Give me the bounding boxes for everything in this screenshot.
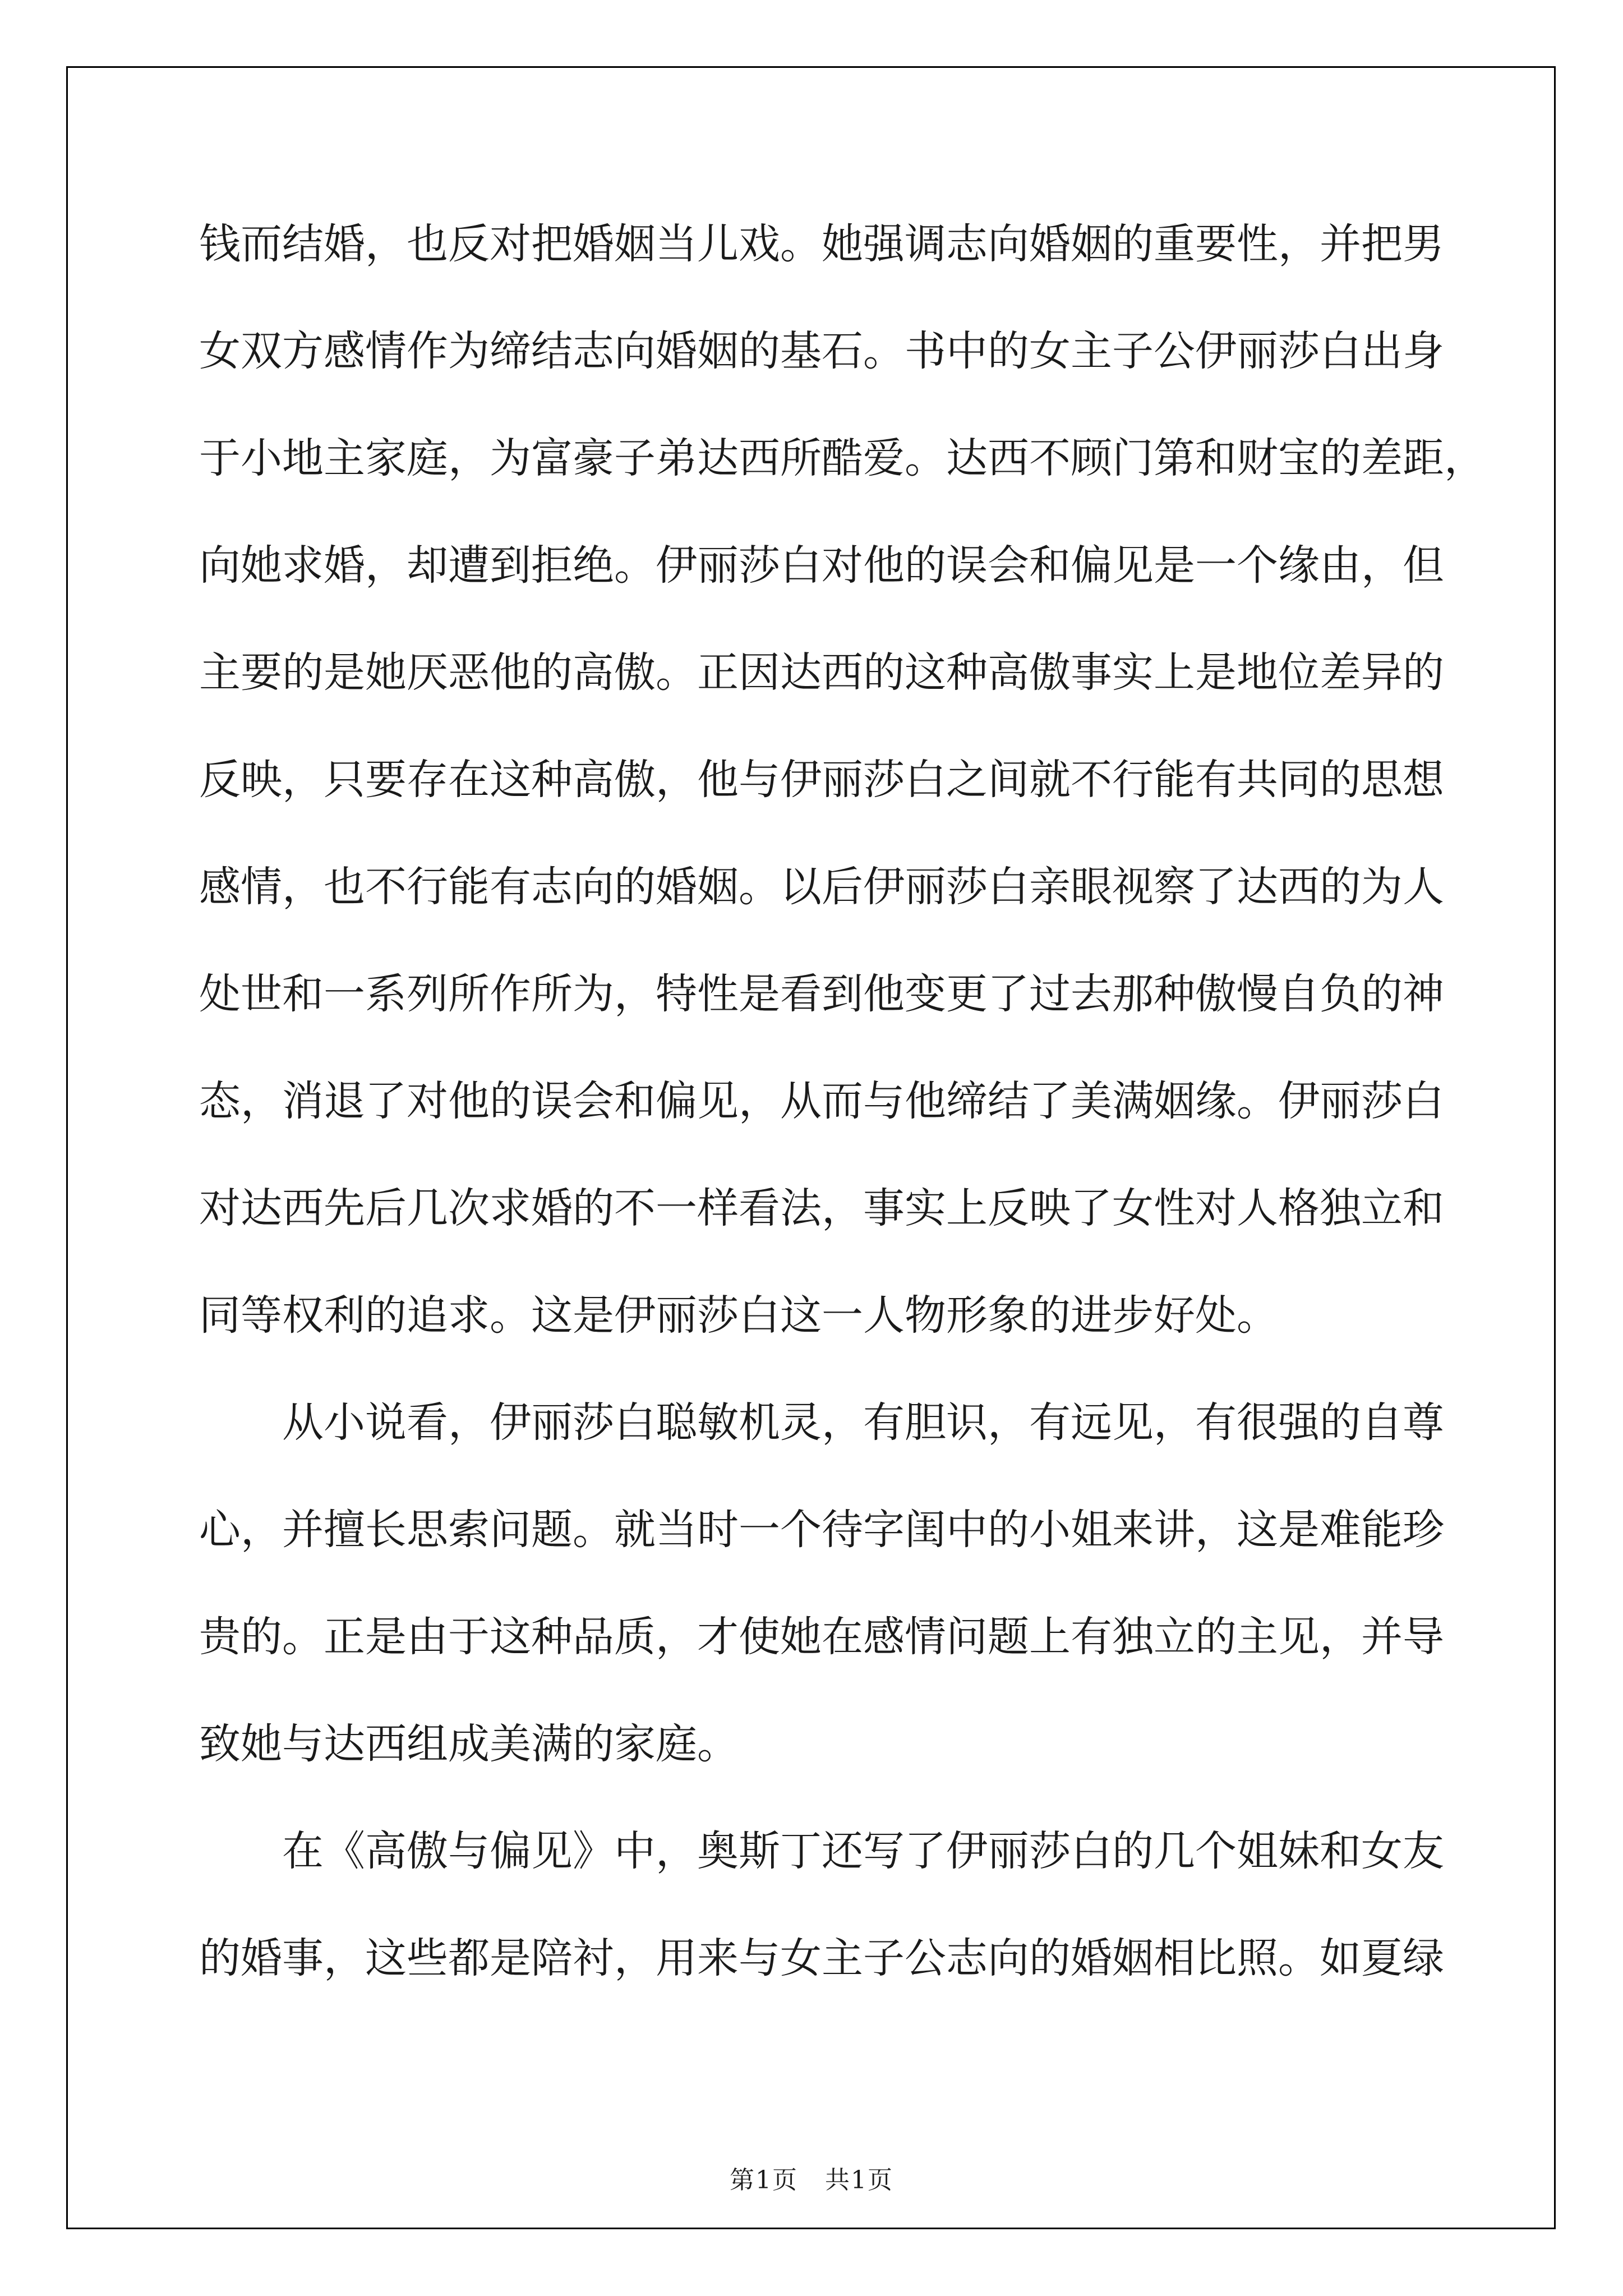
text-line: 在《高傲与偏见》中，奥斯丁还写了伊丽莎白的几个姐妹和女友 [282, 1827, 1444, 1875]
text-line: 钱而结婚，也反对把婚姻当儿戏。她强调志向婚姻的重要性，并把男 [199, 220, 1444, 268]
text-line: 处世和一系列所作所为，特性是看到他变更了过去那种傲慢自负的神 [199, 970, 1444, 1018]
text-line: 心，并擅长思索问题。就当时一个待字闺中的小姐来讲，这是难能珍 [199, 1506, 1444, 1554]
text-line: 反映，只要存在这种高傲，他与伊丽莎白之间就不行能有共同的思想 [199, 756, 1444, 804]
text-line: 感情，也不行能有志向的婚姻。以后伊丽莎白亲眼视察了达西的为人 [199, 863, 1444, 911]
paragraph [199, 191, 1486, 1369]
text-line: 致她与达西组成美满的家庭。 [199, 1720, 739, 1768]
text-line: 于小地主家庭，为富豪子弟达西所酷爱。达西不顾门第和财宝的差距， [199, 434, 1486, 482]
text-line: 的婚事，这些都是陪衬，用来与女主子公志向的婚姻相比照。如夏绿 [199, 1934, 1444, 1982]
text-line: 贵的。正是由于这种品质，才使她在感情问题上有独立的主见，并导 [199, 1613, 1444, 1661]
text-line: 主要的是她厌恶他的高傲。正因达西的这种高傲事实上是地位差异的 [199, 648, 1444, 697]
text-line: 态，消退了对他的误会和偏见，从而与他缔结了美满姻缘。伊丽莎白 [199, 1077, 1444, 1125]
text-line: 女双方感情作为缔结志向婚姻的基石。书中的女主子公伊丽莎白出身 [199, 327, 1444, 375]
text-line: 同等权利的追求。这是伊丽莎白这一人物形象的进步好处。 [199, 1291, 1278, 1340]
page-footer [0, 2160, 1623, 2196]
page-total: 共1页 [825, 2166, 893, 2194]
document-body [199, 191, 1486, 2012]
page-number: 第1页 [730, 2166, 798, 2194]
text-line: 向她求婚，却遭到拒绝。伊丽莎白对他的误会和偏见是一个缘由，但 [199, 541, 1444, 590]
paragraph [199, 1798, 1444, 2012]
text-line: 对达西先后几次求婚的不一样看法，事实上反映了女性对人格独立和 [199, 1184, 1444, 1232]
paragraph [199, 1369, 1444, 1798]
text-line: 从小说看，伊丽莎白聪敏机灵，有胆识，有远见，有很强的自尊 [282, 1398, 1444, 1447]
